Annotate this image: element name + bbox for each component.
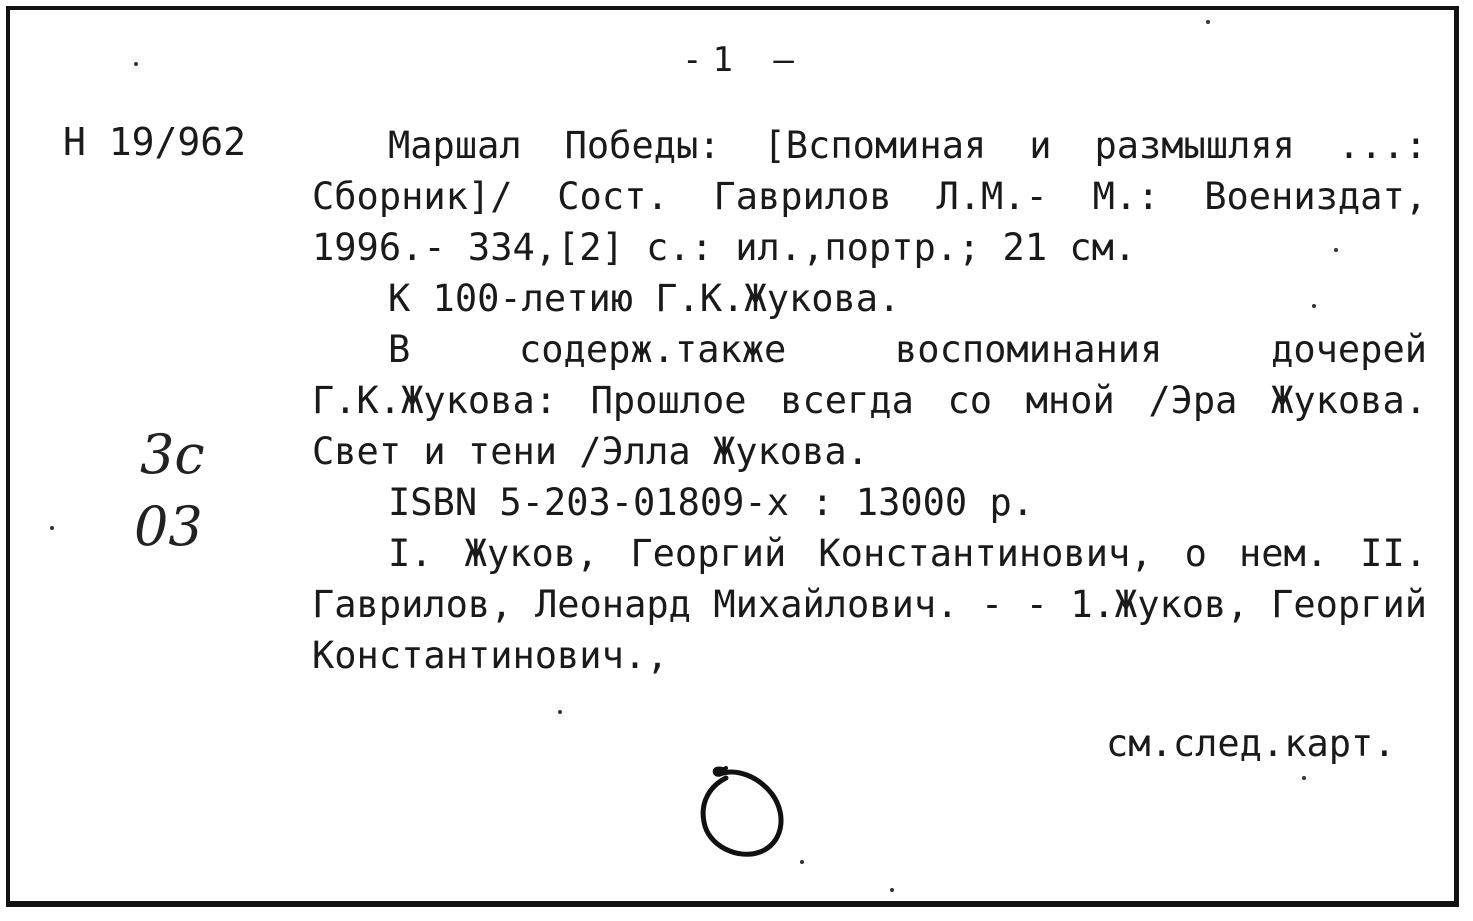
anniversary-note: К 100-летию Г.К.Жукова. [388,277,901,320]
speck [890,888,894,892]
isbn-line: ISBN 5-203-01809-х : 13000 р. [388,481,1035,524]
speck [1206,20,1210,24]
speck [1302,776,1306,780]
catalog-card [6,6,1459,907]
speck [1312,304,1316,308]
shelfmark: Н 19/962 [63,120,247,164]
subject-headings: I. Жуков, Георгий Константинович, о нем. II. Гаврилов, Леонард Михайлович. - - 1.Жуков, Георгий Константинович., [312,532,1427,677]
speck [800,860,804,864]
continued-note: см.след.карт. [1106,722,1396,765]
punch-hole-icon [700,764,790,860]
title-paragraph: Маршал Победы: [Вспоминая и размышляя ...: Сборник]/ Сост. Гаврилов Л.М.- М.: Воениздат, 1996.- 334,[2] с.: ил.,портр.; 21 см. [312,124,1427,269]
handwritten-mark: 3с [140,423,205,486]
contents-note: В содерж.также воспоминания дочерей Г.К.Жукова: Прошлое всегда со мной /Эра Жукова. Свет и тени /Элла Жукова. [312,328,1427,473]
speck [134,62,138,66]
handwritten-mark: 03 [134,495,203,558]
speck [558,710,562,714]
page-number: -1 — [682,40,804,80]
speck [50,526,54,530]
bibliographic-record [312,120,1427,681]
speck [1334,248,1338,252]
